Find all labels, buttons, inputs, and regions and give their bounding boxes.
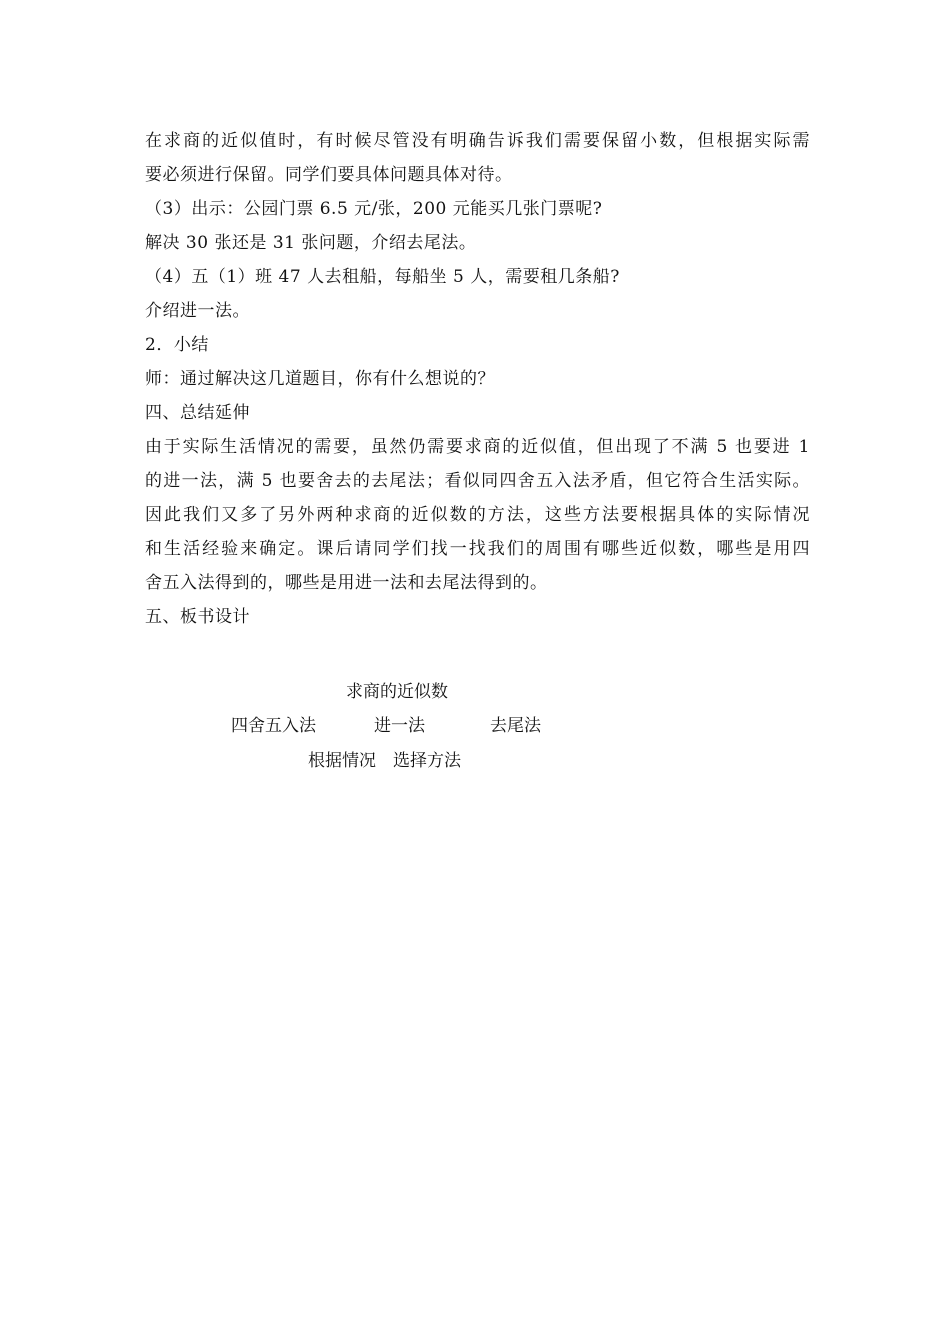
paragraph-line: 由于实际生活情况的需要，虽然仍需要求商的近似值，但出现了不满 5 也要进 1 [145,437,810,457]
board-method-truncate: 去尾法 [490,716,541,736]
board-footer: 根据情况 选择方法 [308,751,461,771]
paragraph-line: 和生活经验来确定。课后请同学们找一找我们的周围有哪些近似数，哪些是用四 [145,539,810,559]
section-heading: 2．小结 [145,335,209,355]
board-title: 求商的近似数 [346,682,448,702]
text-line: 师：通过解决这几道题目，你有什么想说的？ [145,369,495,389]
text-line: 介绍进一法。 [145,301,250,321]
paragraph-line: 因此我们又多了另外两种求商的近似数的方法，这些方法要根据具体的实际情况 [145,505,810,525]
example-4-line: （4）五（1）班 47 人去租船，每船坐 5 人，需要租几条船? [145,267,620,287]
example-3-line: （3）出示：公园门票 6.5 元/张，200 元能买几张门票呢? [145,199,603,219]
paragraph-line: 要必须进行保留。同学们要具体问题具体对待。 [145,165,513,185]
document-body [145,124,810,634]
board-method-round-up: 进一法 [374,716,425,736]
section-heading: 四、总结延伸 [145,403,250,423]
paragraph-line: 的进一法，满 5 也要舍去的去尾法；看似同四舍五入法矛盾，但它符合生活实际。 [145,471,810,491]
paragraph-line: 在求商的近似值时，有时候尽管没有明确告诉我们需要保留小数，但根据实际需 [145,131,810,151]
board-method-rounding: 四舍五入法 [231,716,316,736]
text-line: 解决 30 张还是 31 张问题，介绍去尾法。 [145,233,477,253]
paragraph-line: 舍五入法得到的，哪些是用进一法和去尾法得到的。 [145,573,548,593]
section-heading: 五、板书设计 [145,607,250,627]
